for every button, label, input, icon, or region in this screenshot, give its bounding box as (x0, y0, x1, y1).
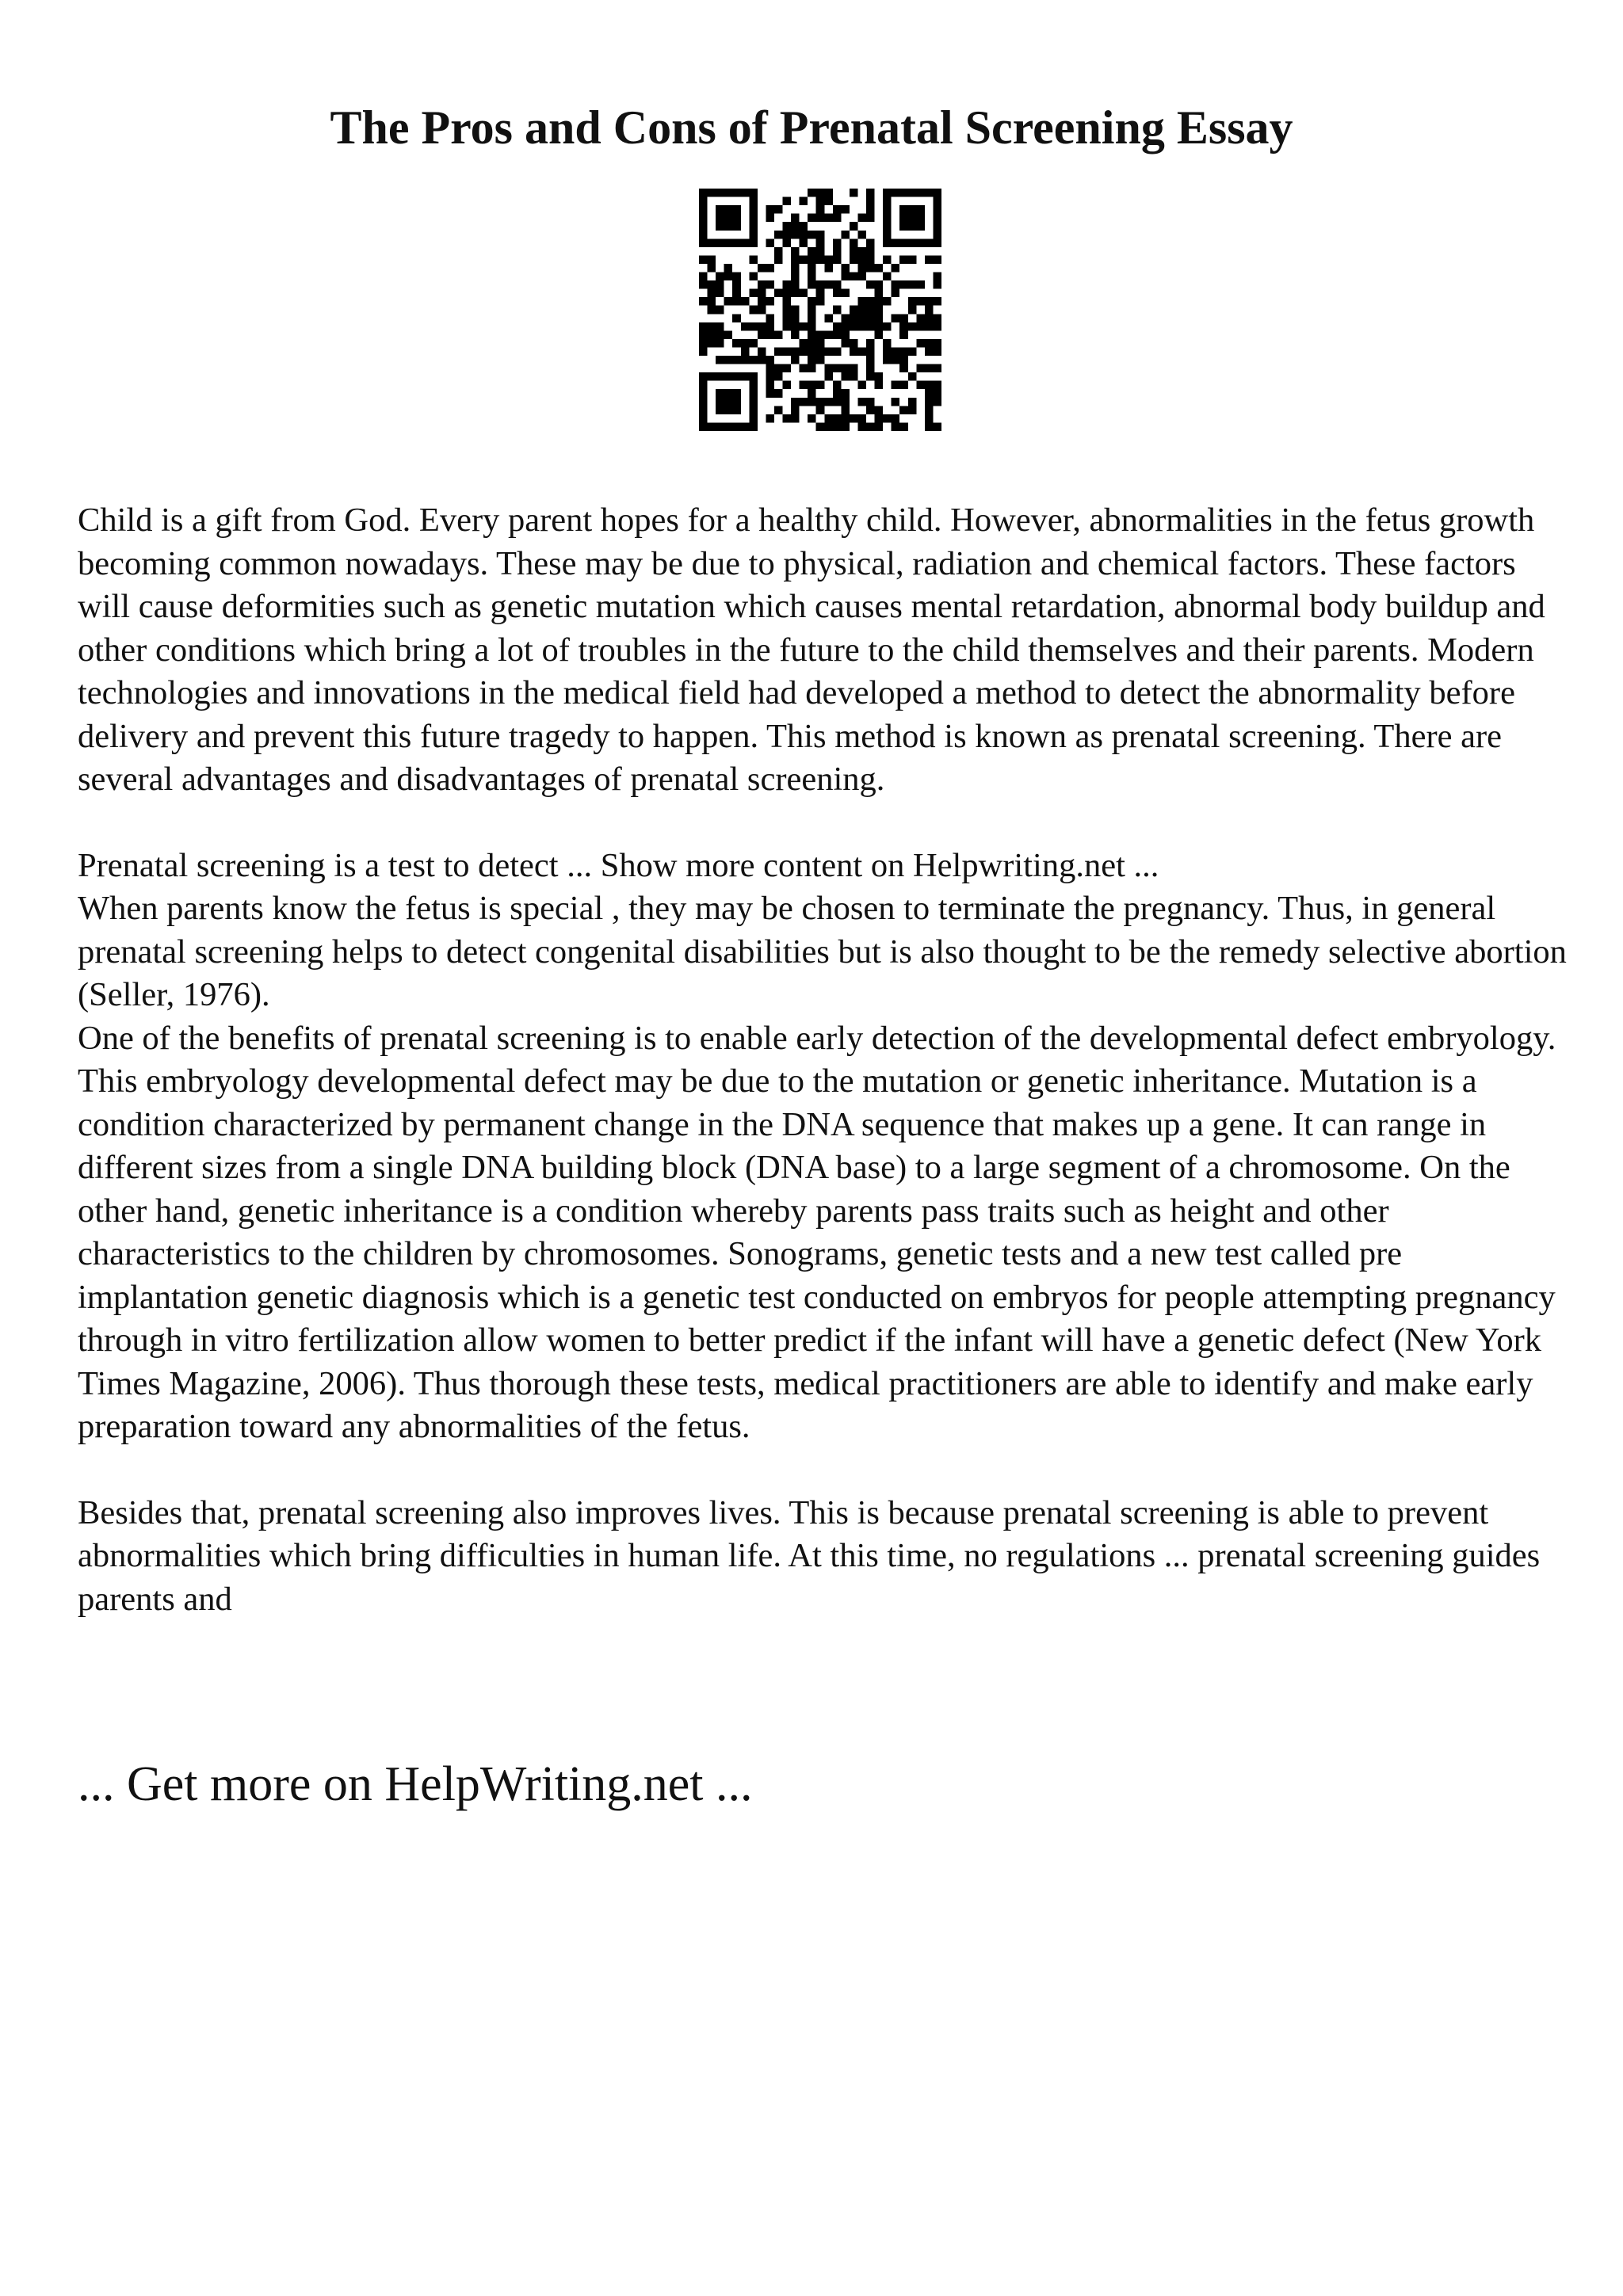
paragraph-terminate: When parents know the fetus is special , they may be chosen to terminate the pregnancy. Thus, in general prenatal screening helps to detect congenital disabilities but is also thought to be the remedy selective abortion (Seller, 1976). (78, 890, 1567, 1013)
paragraph-benefits: One of the benefits of prenatal screening is to enable early detection of the developmental defect embryology. This embryology developmental defect may be due to the mutation or genetic inheritance. Mutation is a condition characterized by permanent change in the DNA sequence that makes up a gene. It can range in different sizes from a single DNA building block (DNA base) to a large segment of a chromosome. On the other hand, genetic inheritance is a condition whereby parents pass traits such as height and other characteristics to the children by chromosomes. Sonograms, genetic tests and a new test called pre implantation genetic diagnosis which is a genetic test conducted on embryos for people attempting pregnancy through in vitro fertilization allow women to better predict if the infant will have a genetic defect (New York Times Magazine, 2006). Thus thorough these tests, medical practitioners are able to identify and make early preparation toward any abnormalities of the fetus. (78, 1019, 1556, 1445)
paragraph-show-more: Prenatal screening is a test to detect ... Show more content on Helpwriting.net ... (78, 846, 1159, 884)
document-title: The Pros and Cons of Prenatal Screening Essay (330, 101, 1293, 154)
essay-body (78, 499, 1568, 1621)
qr-code-icon (699, 189, 941, 431)
qr-code-graphic (699, 189, 941, 431)
paragraph-improves-lives: Besides that, prenatal screening also improves lives. This is because prenatal screening is able to prevent abnormalities which bring difficulties in human life. At this time, no regulations ... prenatal screening guides parents and (78, 1493, 1541, 1618)
paragraph-intro: Child is a gift from God. Every parent hopes for a healthy child. However, abnormalities in the fetus growth becoming common nowadays. These may be due to physical, radiation and chemical factors. These factors will cause deformities such as genetic mutation which causes mental retardation, abnormal body buildup and other conditions which bring a lot of troubles in the future to the child themselves and their parents. Modern technologies and innovations in the medical field had developed a method to detect the abnormality before delivery and prevent this future tragedy to happen. This method is known as prenatal screening. There are several advantages and disadvantages of prenatal screening. (78, 502, 1545, 798)
get-more-link[interactable]: ... Get more on HelpWriting.net ... (78, 1757, 753, 1811)
